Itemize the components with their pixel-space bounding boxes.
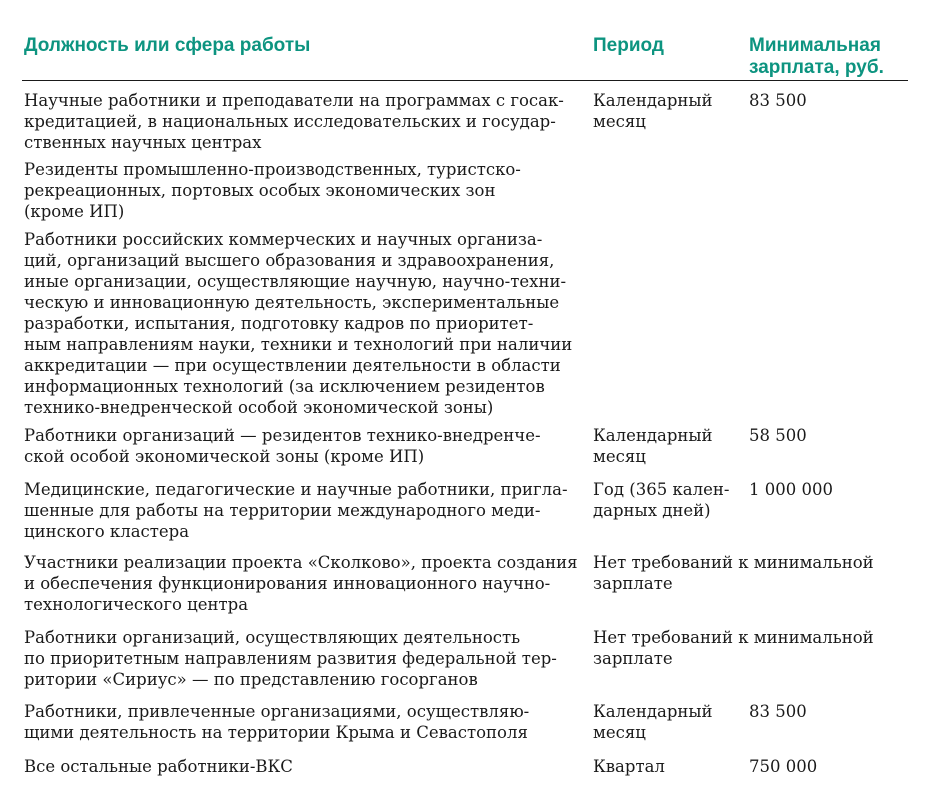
row-4-period: Год (365 кален- дарных дней)	[593, 480, 730, 520]
row-3-salary: 58 500	[749, 426, 807, 445]
row-7-position: Работники, привлеченные организациями, осуществляю- щими деятельность на территории Крыма и Севастополя	[24, 702, 530, 742]
row-4-position: Медицинские, педагогические и научные работники, пригла- шенные для работы на территории международного меди- цинского кластера	[24, 480, 568, 541]
header-period: Период	[593, 35, 664, 56]
row-1-position: Резиденты промышленно-производственных, туристско- рекреационных, портовых особых экономических зон (кроме ИП)	[24, 160, 521, 221]
row-0-position: Научные работники и преподаватели на программах с гоcак- кредитацией, в национальных исследовательских и государ- ственных научных центрах	[24, 91, 564, 152]
row-7-period: Календарный месяц	[593, 702, 713, 742]
row-8-period: Квартал	[593, 757, 665, 776]
row-8-position: Все остальные работники-ВКС	[24, 757, 293, 776]
row-4-salary: 1 000 000	[749, 480, 833, 499]
row-2-position: Работники российских коммерческих и научных организа- ций, организаций высшего образования и здравоохранения, иные организации, осуществляющие научную, научно-техни- ческую и инновационную деятельность, экспериментальные разработки, испытания, подготовку кадров по приоритет- ным направлениям науки, техники и технологий при наличии аккредитации — при осуществлении деятельности в области информационных технологий (за исключением резидентов технико-внедренческой особой экономической зоны)	[24, 230, 573, 417]
row-8-salary: 750 000	[749, 757, 818, 776]
row-0-period: Календарный месяц	[593, 91, 713, 131]
row-0-salary: 83 500	[749, 91, 807, 110]
row-3-period: Календарный месяц	[593, 426, 713, 466]
row-6-position: Работники организаций, осуществляющих деятельность по приоритетным направлениям развития федеральной тер- ритории «Сириус» — по представлению госорганов	[24, 628, 557, 689]
header-divider	[22, 80, 908, 81]
row-6-period: Нет требований к минимальной зарплате	[593, 628, 874, 668]
header-position: Должность или сфера работы	[24, 35, 311, 56]
row-3-position: Работники организаций — резидентов технико-внедренче- ской особой экономической зоны (кроме ИП)	[24, 426, 541, 466]
row-5-period: Нет требований к минимальной зарплате	[593, 553, 874, 593]
header-salary: Минимальная зарплата, руб.	[749, 35, 884, 78]
row-5-position: Участники реализации проекта «Сколково», проекта создания и обеспечения функционирования инновационного научно- технологического центра	[24, 553, 578, 614]
row-7-salary: 83 500	[749, 702, 807, 721]
